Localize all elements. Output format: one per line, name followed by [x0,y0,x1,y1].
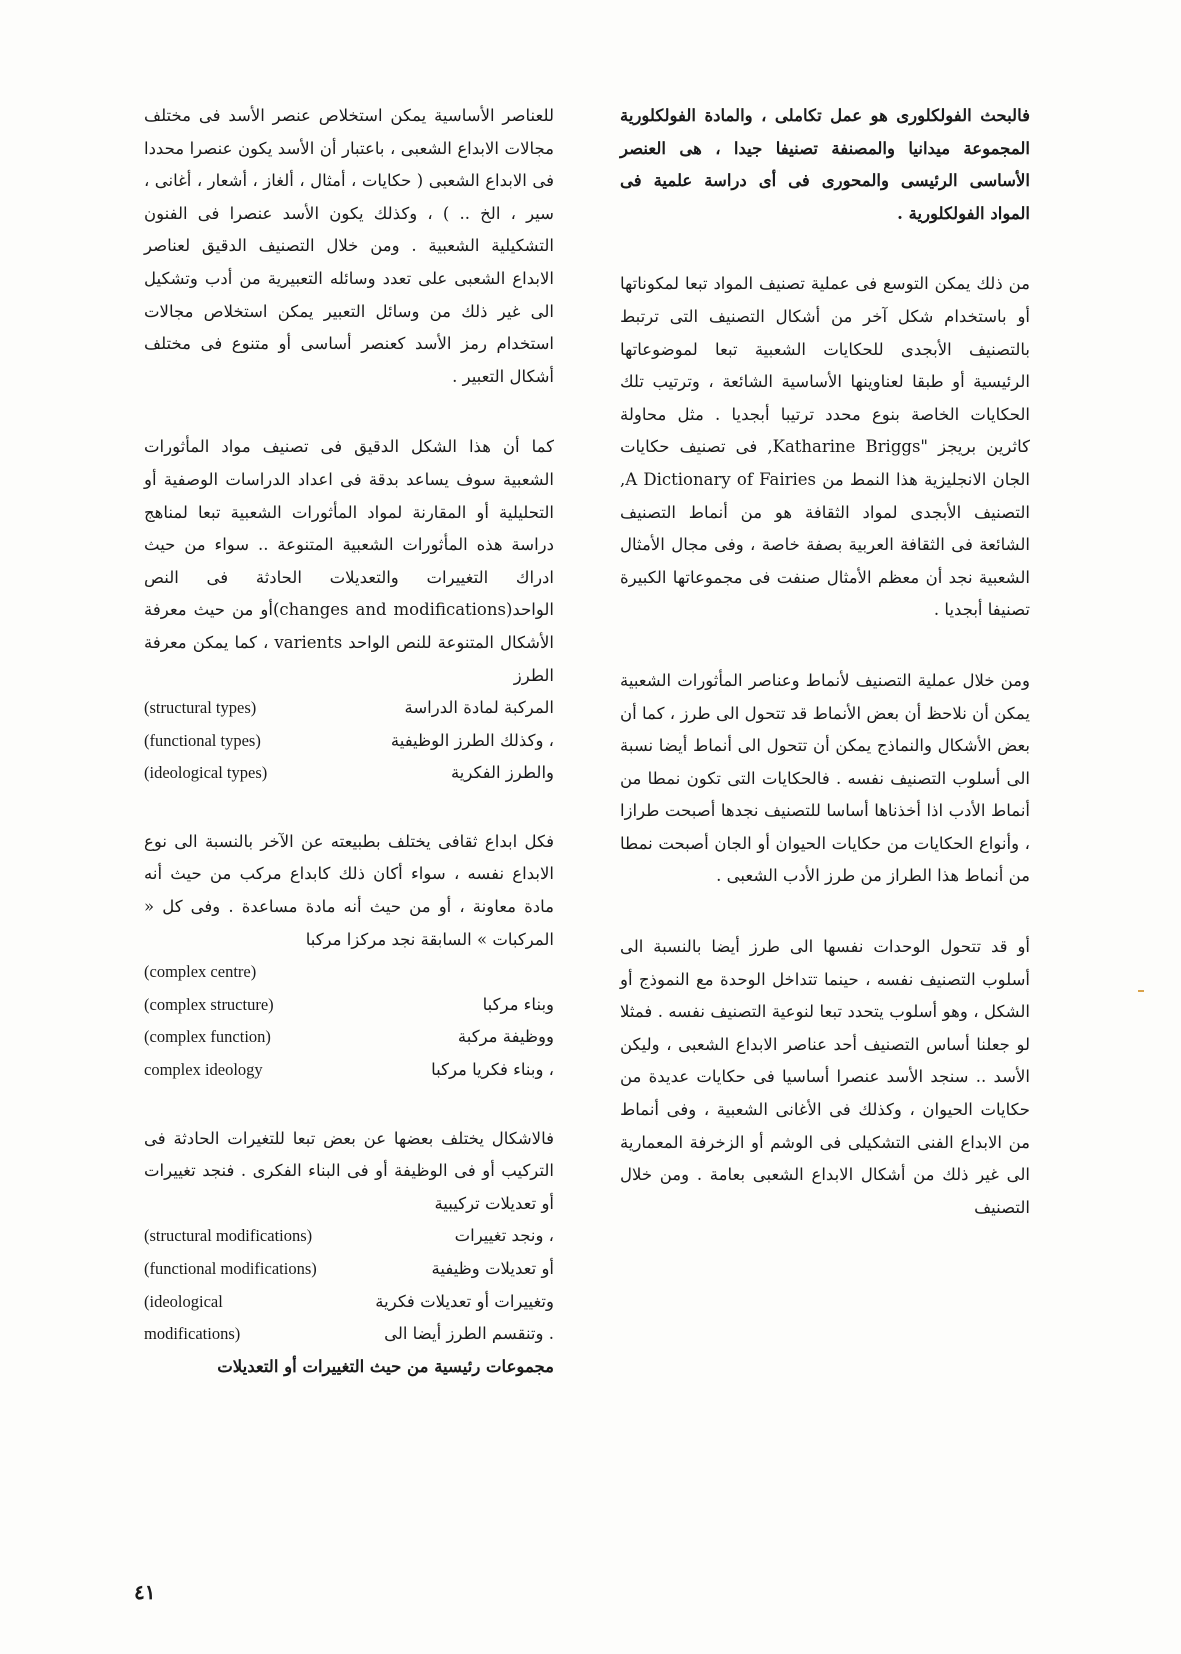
arabic-term: وبناء مركبا [482,994,554,1014]
paragraph: فكل ابداع ثقافى يختلف بطبيعته عن الآخر بالنسبة الى نوع الابداع نفسه ، سواء أكان ذلك كابداع مركب من حيث أنه مادة معاونة ، أو من حيث أنه مادة مساعدة . وفى كل « المركبات » السابقة نجد مركزا مركبا [144,831,554,949]
english-term: (complex structure) [144,994,274,1014]
paragraph: ومن خلال عملية التصنيف لأنماط وعناصر المأثورات الشعبية يمكن أن نلاحظ أن بعض الأنماط قد تتحول الى طرز ، كما أن بعض الأشكال والنماذج يمكن أن تتحول الى أنماط أيضا نسبة الى أسلوب التصنيف نفسه . فالحكايات التى تكون نمطا من أنماط الأدب اذا أخذناها أساسا للتصنيف نجدها أصبحت طرازا ، وأنواع الحكايات من حكايات الحيوان أو الجان أصبحت نمطا من أنماط هذا الطراز من طرز الأدب الشعبى . [620,670,1030,886]
term-row [144,989,554,1022]
english-term: modifications) [144,1324,241,1344]
term-row [144,1054,554,1087]
english-term: (structural modifications) [144,1226,313,1246]
print-speck [1138,990,1144,992]
english-term: (structural types) [144,698,257,718]
arabic-term: أو تعديلات وظيفية [431,1259,554,1278]
english-term: (ideological types) [144,763,268,783]
term-row [144,1253,554,1286]
paragraph: فالبحث الفولكلورى هو عمل تكاملى ، والمادة الفولكلورية المجموعة ميدانيا والمصنفة تصنيفا جيدا ، هى العنصر الأساسى الرئيسى والمحورى فى أى دراسة علمية فى المواد الفولكلورية . [620,106,1030,223]
paragraph: للعناصر الأساسية يمكن استخلاص عنصر الأسد فى مختلف مجالات الابداع الشعبى ، باعتبار أن الأسد يكون عنصرا محددا فى الابداع الشعبى ( حكايات ، أمثال ، ألغاز ، أشعار ، أغانى ، سير ، الخ .. ) ، وكذلك يكون الأسد عنصرا فى الفنون التشكيلية الشعبية . ومن خلال التصنيف الدقيق لعناصر الابداع الشعبى على تعدد وسائله التعبيرية من أدب وتشكيل الى غير ذلك من وسائل التعبير يمكن استخلاص مجالات استخدام رمز الأسد كعنصر أساسى أو متنوع فى مختلف أشكال التعبير . [144,106,554,386]
term-row [144,692,554,725]
term-row [144,956,554,989]
arabic-term: وتغييرات أو تعديلات فكرية [375,1291,554,1311]
paragraph: كما أن هذا الشكل الدقيق فى تصنيف مواد المأثورات الشعبية سوف يساعد بدقة فى اعداد الدراسات الوصفية أو التحليلية أو المقارنة لمواد المأثورات الشعبية تبعا لمناهج دراسة هذه المأثورات الشعبية المتنوعة .. سواء من حيث ادراك التغييرات والتعديلات الحادثة فى النص الواحد(changes and modifications)أو من حيث معرفة الأشكال المتنوعة للنص الواحد varients ، كما يمكن معرفة الطرز [144,437,555,685]
paragraph: أو قد تتحول الوحدات نفسها الى طرز أيضا بالنسبة الى أسلوب التصنيف نفسه ، حينما تتداخل الوحدة مع النموذج أو الشكل ، وهو أسلوب يتحدد تبعا لنوعية التصنيف نفسه . فمثلا لو جعلنا أساس التصنيف أحد عناصر الابداع الشعبى ، وليكن الأسد .. سنجد الأسد عنصرا أساسيا فى حكايات عديدة من حكايات الحيوان ، وكذلك فى الأغانى الشعبية ، وفى أنماط من الابداع الفنى التشكيلى فى الوشم أو الزخرفة المعمارية الى غير ذلك من أشكال الابداع الشعبى بعامة . ومن خلال التصنيف [620,937,1030,1217]
term-row [144,757,554,790]
arabic-term: ، وبناء فكريا مركبا [431,1060,554,1080]
modifications-list [144,1220,554,1350]
paragraph: مجموعات رئيسية من حيث التغييرات أو التعديلات [217,1356,554,1376]
arabic-term: والطرز الفكرية [450,763,554,783]
arabic-term: المركبة لمادة الدراسة [404,698,554,718]
arabic-term: ووظيفة مركبة [457,1027,554,1047]
complex-list [144,956,554,1086]
term-row [144,1318,554,1351]
types-list [144,692,554,790]
page-number: ٤١ [134,1580,156,1604]
paragraph: من ذلك يمكن التوسع فى عملية تصنيف المواد تبعا لمكوناتها أو باستخدام شكل آخر من أشكال التصنيف التى ترتبط بالتصنيف الأبجدى للحكايات الشعبية تبعا لموضوعاتها الرئيسية أو طبقا لعناوينها الأساسية الشائعة ، وترتيب تلك الحكايات الخاصة بنوع محدد ترتيبا أبجديا . مثل محاولة كاثرين بريجز "Katharine Briggs, فى تصنيف حكايات الجان الانجليزية هذا النمط من A Dictionary of Fairies, التصنيف الأبجدى لمواد الثقافة هو من أنماط التصنيف الشائعة فى الثقافة العربية بصفة خاصة ، وفى مجال الأمثال الشعبية نجد أن معظم الأمثال صنفت فى مجموعاتها الكبيرة تصنيفا أبجديا . [620,274,1030,620]
arabic-term: ، وكذلك الطرز الوظيفية [390,730,554,750]
english-term: (complex centre) [144,962,257,982]
left-column [144,100,554,1421]
term-row [144,725,554,758]
term-row [144,1286,554,1319]
english-term: (ideological [144,1291,223,1311]
paragraph: فالاشكال يختلف بعضها عن بعض تبعا للتغيرات الحادثة فى التركيب أو فى الوظيفة أو فى البناء الفكرى . فنجد تغييرات أو تعديلات تركيبية [144,1128,554,1213]
english-term: (functional types) [144,730,261,750]
english-term: complex ideology [144,1060,263,1080]
term-row [144,1021,554,1054]
english-term: (functional modifications) [144,1259,317,1278]
right-column [620,100,1030,1262]
english-term: (complex function) [144,1027,271,1047]
arabic-term: . وتنقسم الطرز أيضا الى [384,1324,554,1344]
arabic-term: ، ونجد تغييرات [454,1226,554,1246]
term-row [144,1220,554,1253]
